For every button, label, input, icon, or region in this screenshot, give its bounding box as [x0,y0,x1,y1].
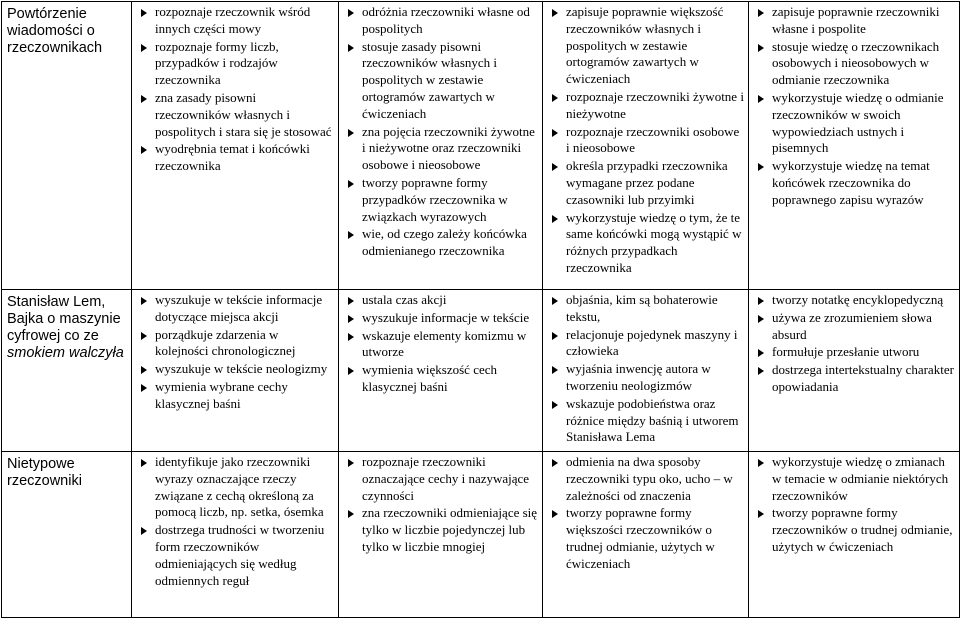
topic-cell: Powtórzenie wiadomości o rzeczownikach [2,2,132,290]
list-item [137,4,334,38]
list-item-text: rozpoznaje rzeczownik wśród innych części mowy [155,4,311,36]
list-item [137,327,334,361]
list-item-text: wyodrębnia temat i końcówki rzeczownika [155,141,310,174]
list-item [754,4,955,38]
bullet-icon [141,366,147,374]
bullet-icon [758,297,764,305]
list-item [137,379,334,413]
list-item-text: zna zasady pisowni rzeczowników własnych i pospolitych i stara się je stosować [155,89,332,139]
bullet-icon [141,297,147,305]
list-item [548,124,744,158]
bullet-icon [758,95,764,103]
list-item [548,4,744,88]
list-item [344,175,538,225]
list-item-text: tworzy notatkę encyklopedyczną [772,292,944,307]
list-item [137,292,334,326]
list-item [548,158,744,208]
bullet-icon [758,163,764,171]
list-item-text: rozpoznaje rzeczowniki oznaczające cechy i nazywające czynności [362,454,530,503]
bullet-icon [348,333,354,341]
list-item [137,361,334,378]
level-cell-1 [132,452,339,618]
list-item [754,292,955,309]
list-item [548,327,744,361]
bullet-icon [552,401,558,409]
list-item-text: rozpoznaje rzeczowniki żywotne i nieżywotne [566,88,744,121]
table-row [2,2,960,290]
table-row [2,452,960,618]
level-cell-3 [543,290,749,452]
list-item-text: tworzy poprawne formy rzeczowników o trudnej odmianie, użytych w ćwiczeniach [772,505,953,554]
level-cell-4 [749,452,960,618]
bullet-icon [141,459,147,467]
bullet-icon [141,146,147,154]
bullet-icon [758,44,764,52]
bullet-icon [552,510,558,518]
list-item [137,454,334,521]
list-item-text: stosuje wiedzę o rzeczownikach osobowych i nieosobowych w odmianie rzeczownika [772,38,940,88]
list-item [344,4,538,38]
bullet-icon [348,315,354,323]
list-item-text: wymienia wybrane cechy klasycznej baśni [155,378,288,411]
list-item-text: wie, od czego zależy końcówka odmienianego rzeczownika [362,226,527,259]
level-cell-1 [132,290,339,452]
bullet-icon [552,459,558,467]
list-item-text: używa ze zrozumieniem słowa absurd [772,309,932,342]
topic-cell: Nietypowe rzeczowniki [2,452,132,618]
bullet-icon [348,180,354,188]
bullet-icon [552,163,558,171]
list-item [548,210,744,277]
list-item-text: tworzy poprawne formy przypadków rzeczownika w związkach wyrazowych [362,174,508,224]
level-cell-4 [749,290,960,452]
bullet-icon [348,367,354,375]
bullet-icon [348,44,354,52]
list-item [137,522,334,589]
list-item [344,124,538,174]
level-cell-4 [749,2,960,290]
bullet-icon [758,459,764,467]
list-item-text: objaśnia, kim są bohaterowie tekstu, [566,292,718,324]
list-item [137,39,334,89]
list-item-text: dostrzega trudności w tworzeniu form rzeczowników odmieniających się według odmiennych reguł [155,522,325,588]
topic-cell: Stanisław Lem, Bajka o maszynie cyfrowej co ze smokiem walczyła [2,290,132,452]
list-item-text: ustala czas akcji [362,292,447,307]
bullet-icon [348,9,354,17]
level-cell-2 [339,452,543,618]
bullet-icon [552,9,558,17]
list-item [137,90,334,140]
list-item-text: wykorzystuje wiedzę na temat końcówek rzeczownika do poprawnego zapisu wyrazów [772,158,930,207]
list-item-text: wyszukuje w tekście informacje dotyczące miejsca akcji [155,292,323,324]
list-item [344,310,538,327]
bullet-icon [348,510,354,518]
list-item [754,39,955,89]
list-item [754,505,955,555]
table-row [2,290,960,452]
list-item [548,292,744,326]
list-item [344,292,538,309]
list-item-text: rozpoznaje formy liczb, przypadków i rodzajów rzeczownika [155,38,279,88]
bullet-icon [348,231,354,239]
list-item [548,454,744,504]
list-item-text: relacjonuje pojedynek maszyny i człowieka [566,326,738,359]
list-item [754,310,955,344]
list-item-text: zna pojęcia rzeczowniki żywotne i nieżywotne oraz rzeczowniki osobowe i nieosobowe [362,123,535,173]
list-item-text: zapisuje poprawnie większość rzeczowników własnych i pospolitych w zestawie ortogramów zawartych w ćwiczeniach [566,4,724,87]
bullet-icon [552,215,558,223]
list-item-text: odróżnia rzeczowniki własne od pospolitych [362,4,530,36]
list-item [344,328,538,362]
list-item-text: wskazuje elementy komizmu w utworze [362,327,527,360]
list-item-text: wykorzystuje wiedzę o odmianie rzeczowników w swoich wypowiedziach ustnych i pisemnych [772,89,944,156]
list-item-text: porządkuje zdarzenia w kolejności chronologicznej [155,326,296,359]
list-item [344,39,538,123]
list-item [754,158,955,208]
bullet-icon [141,384,147,392]
list-item [344,505,538,555]
list-item-text: określa przypadki rzeczownika wymagane przez podane czasowniki lub przyimki [566,158,728,207]
list-item-text: zna rzeczowniki odmieniające się tylko w liczbie pojedynczej lub tylko w liczbie mnogiej [362,505,538,554]
list-item-text: wyszukuje w tekście neologizmy [155,361,328,377]
list-item [754,344,955,361]
list-item-text: dostrzega intertekstualny charakter opowiadania [772,362,954,394]
bullet-icon [758,349,764,357]
level-cell-2 [339,2,543,290]
list-item [137,141,334,175]
level-cell-2 [339,290,543,452]
list-item [754,90,955,157]
bullet-icon [552,366,558,374]
bullet-icon [141,527,147,535]
bullet-icon [758,9,764,17]
list-item [754,454,955,504]
list-item-text: odmienia na dwa sposoby rzeczowniki typu oko, ucho – w zależności od znaczenia [566,454,733,503]
list-item [548,89,744,123]
bullet-icon [141,332,147,340]
list-item [548,361,744,395]
list-item-text: wyjaśnia inwencję autora w tworzeniu neologizmów [566,361,711,393]
list-item [344,454,538,504]
list-item-text: tworzy poprawne formy większości rzeczowników o trudnej odmianie, użytych w ćwiczeniach [566,505,715,571]
bullet-icon [141,9,147,17]
bullet-icon [348,129,354,137]
requirements-table [1,1,960,618]
list-item [344,226,538,260]
level-cell-3 [543,2,749,290]
list-item [754,362,955,396]
list-item [548,396,744,446]
list-item-text: rozpoznaje rzeczowniki osobowe i nieosobowe [566,123,740,156]
bullet-icon [552,297,558,305]
level-cell-3 [543,452,749,618]
bullet-icon [758,367,764,375]
list-item-text: wykorzystuje wiedzę o tym, że te same końcówki mogą wystąpić w różnych przypadkach rzeczownika [566,209,742,275]
bullet-icon [348,297,354,305]
bullet-icon [552,94,558,102]
list-item-text: formułuje przesłanie utworu [772,344,920,360]
list-item-text: wskazuje podobieństwa oraz różnice między baśnią i utworem Stanisława Lema [566,395,739,445]
list-item-text: wymienia większość cech klasycznej baśni [362,362,498,394]
list-item-text: zapisuje poprawnie rzeczowniki własne i pospolite [772,4,940,36]
list-item [548,505,744,572]
list-item-text: wykorzystuje wiedzę o zmianach w temacie w odmianie niektórych rzeczowników [772,454,949,503]
level-cell-1 [132,2,339,290]
list-item-text: identyfikuje jako rzeczowniki wyrazy oznaczające rzeczy związane z cechą określoną za pomocą liczb, np. setka, ósemka [155,454,324,520]
list-item-text: stosuje zasady pisowni rzeczowników własnych i pospolitych w zestawie ortogramów zawartych w ćwiczeniach [362,38,498,121]
bullet-icon [348,459,354,467]
bullet-icon [552,332,558,340]
bullet-icon [141,44,147,52]
bullet-icon [758,315,764,323]
bullet-icon [552,129,558,137]
list-item-text: wyszukuje informacje w tekście [362,309,530,325]
list-item [344,362,538,396]
bullet-icon [758,510,764,518]
bullet-icon [141,95,147,103]
